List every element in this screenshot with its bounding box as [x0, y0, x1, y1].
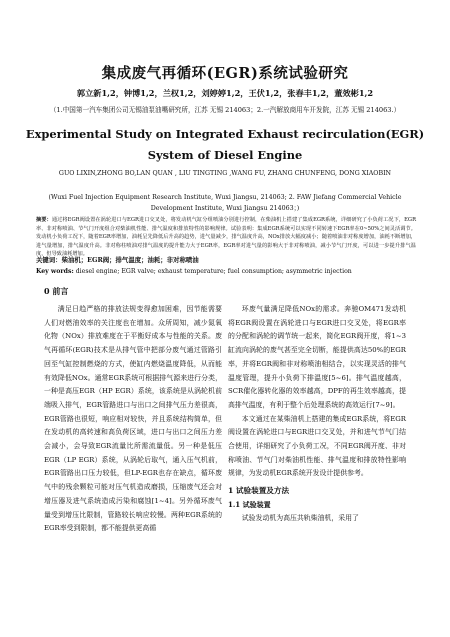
section-heading-intro: 0 前言 [44, 286, 69, 296]
paper-title-en [0, 124, 450, 166]
abstract-text: 通过将EGR阀设置在涡轮进口与EGR进口交叉处，将发动机气缸分组喷油分别进行控制，在柴油机上搭建了集成EGR系统，详细研究了小负荷工况下，EGR率、非对称喷油、节气门开度组合对柴油机性能、排气温度和排放特性的影响规律。试验表明：集成EGR系统可以实现不同转速下EGR率在0~50%之间灵活调节。发动机小负荷工况下，随着EGR率增加，油耗呈先降低后升高的趋势，进气量减少，排气温度升高，NOx排放大幅度减小；随着喷油非对称度增加，油耗不断增加，进气量增加，排气温度升高。非对称柱喷油对排气温度的提升能力大于EGR率，EGR率对进气量的影响大于非对称喷油，减小节气门开度，可以进一步提升排气温度，但导致油耗增加。 [36, 217, 416, 258]
abstract [36, 216, 416, 259]
keywords-en-label: Key words: [36, 268, 74, 275]
section-heading-1: 1 试验装置及方法 [228, 486, 290, 496]
authors-cn: 郭立新1,2，钟博1,2，兰权1,2，刘婷婷1,2，王伏1,2，张春丰1,2，董效彬1,2 [76, 88, 374, 98]
section-heading-1-1: 1.1 试验装置 [228, 499, 271, 509]
right-paragraph-1: 环废气量满足降低NOx的需求。奔驰OM471发动机将EGR阀设置在涡轮进口与EGR进口交叉处，将EGR率的分配和涡轮的调节统一起来，简化EGR阀开度，将1~3缸流向涡轮的废气甚至完全切断，能提供高达50%的EGR率，并将EGR阀和非对称喷油相结合，以实现灵活的排气温度管理，提升小负荷下排温度[5~6]。排气温度越高，SCR催化器转化器的效率越高，DPF的再生效率越高，提高排气温度，有利于整个后处理系统的高效运行[7~9]。 [228, 305, 406, 409]
paper-title-cn: 集成废气再循环(EGR)系统试验研究 [101, 65, 349, 82]
paper-title-en-line2: System of Diesel Engine [147, 148, 303, 162]
affiliation-cn: （1.中国第一汽车集团公司无锡油泵油嘴研究所，江苏 无锡 214063；2.一汽解放商用车开发院，江苏 无锡 214063.） [49, 106, 401, 114]
paper-title-en-line1: Experimental Study on Integrated Exhaust recirculation(EGR) [25, 127, 425, 141]
keywords-cn [36, 255, 416, 264]
keywords-cn-label: 关键词： [36, 256, 62, 264]
left-column [44, 303, 222, 536]
authors-en: GUO LIXIN,ZHONG BO,LAN QUAN , LIU TINGTING ,WANG FU, ZHANG CHUNFENG, DONG XIAOBIN [58, 170, 392, 177]
abstract-label: 摘要： [36, 217, 52, 223]
affiliation-en: (Wuxi Fuel Injection Equipment Research Institute, Wuxi Jiangsu, 214063; 2. FAW Jiefang Commercial Vehicle Development Institute, Wuxi Jiangsu 214063；) [48, 194, 402, 212]
keywords-en [36, 268, 416, 275]
right-paragraph-3: 试验发动机为高压共轨柴油机，采用了 [241, 513, 359, 522]
right-column [228, 303, 406, 525]
keywords-en-text: diesel engine; EGR valve; exhaust temperature; fuel consumption; asymmetric injection [75, 268, 352, 275]
keywords-cn-text: 柴油机；EGR阀；排气温度；油耗；非对称喷油 [61, 256, 199, 264]
right-paragraph-2: 本文通过在某柴油机上搭建的集成EGR系统，将EGR阀设置在涡轮进口与EGR进口交叉处，并和进气节气门结合使用，详细研究了小负荷工况，不同EGR阀开度、非对称喷油、节气门对柴油机性能、排气温度和排放特性影响规律，为发动机EGR系统开发设计提供参考。 [228, 414, 406, 478]
intro-paragraph: 满足日趋严格的排放法规变得愈加困难，因节能需要人们对燃油效率的关注度也在增加。众所周知，减少氮氧化物（NOx）排放难度在于平衡好成本与性能的关系。废气再循环(EGR)技术是从排气管中把部分废气通过管路引回至气缸控制燃烧的方式，使缸内燃烧温度降低，从而能有效降低NOx。通常EGR系统可根据排气源来进行分类，一种是高压EGR（HP EGR）系统，该系统是从涡轮机前端吸入排气，EGR管路进口与出口之间排气压力差很高，EGR管路也很短，响应相对较快，并且系统结构简单，但在发动机的高转速和高负荷区域，进口与出口之间压力差会减小，会导致EGR流量比所需流量低。另一种是低压EGR（LP EGR）系统，从涡轮后取气，通入压气机前，EGR管路出口压力较低，但LP-EGR也存在缺点，循环废气中的残余颗粒可能对压气机造成磨损，压缩废气还会对增压器及进气系统造成污染和腐蚀[1~4]。另外循环废气量受到增压比限制，管路较长响应较慢。两种EGR系统的EGR率受到限制，都不能提供更高循 [44, 305, 222, 533]
